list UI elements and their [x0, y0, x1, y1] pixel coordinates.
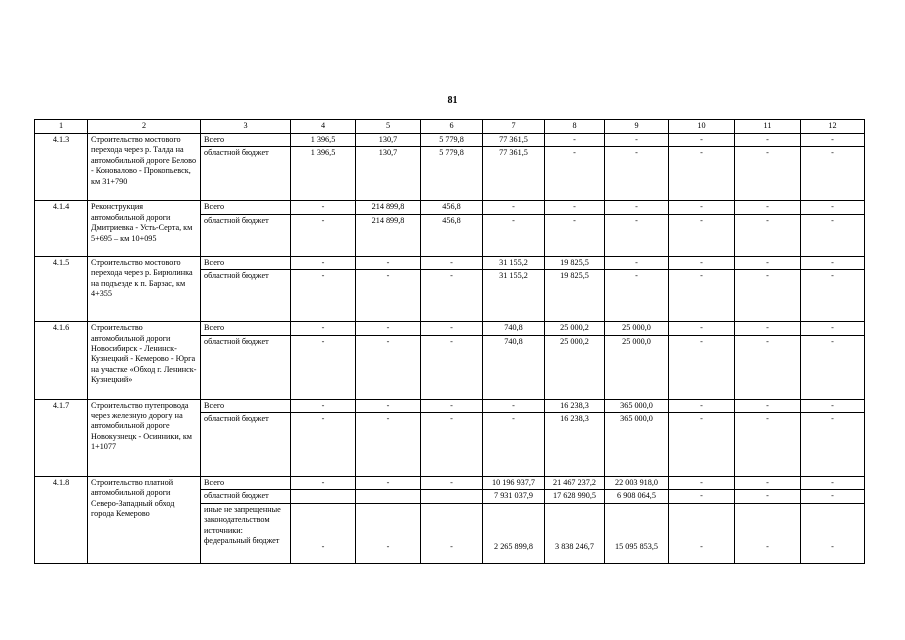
funding-source: областной бюджет: [201, 214, 291, 256]
value-cell: 77 361,5: [483, 147, 545, 201]
value-cell: 214 899,8: [356, 214, 421, 256]
funding-source: Всего: [201, 201, 291, 214]
item-code: 4.1.6: [35, 322, 88, 399]
value-cell: -: [291, 322, 356, 335]
value-cell: -: [801, 147, 865, 201]
value-cell: 5 779,8: [421, 134, 483, 147]
value-cell: -: [801, 214, 865, 256]
value-cell: -: [735, 335, 801, 399]
column-header: 9: [605, 120, 669, 134]
value-cell: -: [356, 335, 421, 399]
value-cell: -: [801, 490, 865, 503]
value-cell: -: [735, 413, 801, 477]
value-cell: 456,8: [421, 201, 483, 214]
value-cell: 365 000,0: [605, 413, 669, 477]
value-cell: 25 000,2: [545, 335, 605, 399]
item-name: Строительство мостового перехода через р. Бирюлинка на подъезде к п. Барзас, км 4+355: [88, 256, 201, 321]
value-cell: -: [801, 413, 865, 477]
value-cell: 77 361,5: [483, 134, 545, 147]
value-cell: -: [669, 147, 735, 201]
value-cell: -: [801, 201, 865, 214]
value-cell: -: [669, 413, 735, 477]
value-cell: -: [669, 322, 735, 335]
value-cell: -: [291, 413, 356, 477]
value-cell: -: [801, 503, 865, 563]
value-cell: 130,7: [356, 147, 421, 201]
value-cell: -: [669, 503, 735, 563]
table-row: [35, 477, 865, 490]
value-cell: -: [735, 147, 801, 201]
value-cell: -: [801, 270, 865, 322]
value-cell: -: [421, 399, 483, 412]
value-cell: -: [356, 477, 421, 490]
value-cell: -: [735, 490, 801, 503]
value-cell: 1 396,5: [291, 134, 356, 147]
table-row: [35, 322, 865, 335]
budget-table: [34, 119, 865, 564]
value-cell: 25 000,2: [545, 322, 605, 335]
column-header: 12: [801, 120, 865, 134]
column-header: 3: [201, 120, 291, 134]
value-cell: 21 467 237,2: [545, 477, 605, 490]
value-cell: 214 899,8: [356, 201, 421, 214]
value-cell: -: [421, 477, 483, 490]
value-cell: 31 155,2: [483, 256, 545, 269]
value-cell: -: [669, 335, 735, 399]
value-cell: -: [801, 477, 865, 490]
value-cell: -: [735, 270, 801, 322]
column-header: 7: [483, 120, 545, 134]
value-cell: -: [291, 256, 356, 269]
value-cell: 130,7: [356, 134, 421, 147]
value-cell: -: [605, 147, 669, 201]
value-cell: 740,8: [483, 322, 545, 335]
value-cell: -: [669, 256, 735, 269]
item-code: 4.1.8: [35, 477, 88, 564]
value-cell: 15 095 853,5: [605, 503, 669, 563]
column-header: 5: [356, 120, 421, 134]
value-cell: -: [801, 256, 865, 269]
value-cell: -: [483, 201, 545, 214]
value-cell: -: [483, 214, 545, 256]
funding-source: областной бюджет: [201, 335, 291, 399]
value-cell: -: [669, 399, 735, 412]
header-row: [35, 120, 865, 134]
value-cell: -: [605, 134, 669, 147]
value-cell: [356, 490, 421, 503]
column-header: 10: [669, 120, 735, 134]
page-number: 81: [447, 95, 458, 106]
value-cell: -: [669, 214, 735, 256]
value-cell: -: [735, 503, 801, 563]
value-cell: -: [291, 503, 356, 563]
item-code: 4.1.5: [35, 256, 88, 321]
value-cell: -: [801, 322, 865, 335]
value-cell: 25 000,0: [605, 335, 669, 399]
column-header: 6: [421, 120, 483, 134]
value-cell: -: [421, 256, 483, 269]
value-cell: -: [605, 270, 669, 322]
value-cell: -: [735, 399, 801, 412]
funding-source: Всего: [201, 134, 291, 147]
item-name: Строительство автомобильной дороги Новосибирск - Ленинск-Кузнецкий - Кемерово - Юрга на участке «Обход г. Ленинск-Кузнецкий»: [88, 322, 201, 399]
value-cell: 2 265 899,8: [483, 503, 545, 563]
table-row: [35, 399, 865, 412]
funding-source: Всего: [201, 399, 291, 412]
value-cell: -: [356, 413, 421, 477]
value-cell: -: [669, 270, 735, 322]
value-cell: -: [291, 270, 356, 322]
value-cell: -: [545, 134, 605, 147]
funding-source: областной бюджет: [201, 490, 291, 503]
value-cell: -: [356, 399, 421, 412]
value-cell: -: [356, 270, 421, 322]
value-cell: -: [669, 477, 735, 490]
table-row: [35, 201, 865, 214]
value-cell: -: [421, 322, 483, 335]
value-cell: 16 238,3: [545, 399, 605, 412]
item-code: 4.1.7: [35, 399, 88, 476]
value-cell: -: [356, 256, 421, 269]
value-cell: -: [291, 477, 356, 490]
value-cell: -: [483, 413, 545, 477]
value-cell: 10 196 937,7: [483, 477, 545, 490]
funding-source: областной бюджет: [201, 147, 291, 201]
item-name: Реконструкция автомобильной дороги Дмитриевка - Усть-Серта, км 5+695 – км 10+095: [88, 201, 201, 256]
value-cell: 456,8: [421, 214, 483, 256]
value-cell: -: [356, 322, 421, 335]
value-cell: -: [605, 201, 669, 214]
value-cell: 1 396,5: [291, 147, 356, 201]
value-cell: -: [669, 490, 735, 503]
column-header: 8: [545, 120, 605, 134]
value-cell: -: [669, 201, 735, 214]
value-cell: -: [291, 201, 356, 214]
value-cell: -: [605, 214, 669, 256]
value-cell: 19 825,5: [545, 256, 605, 269]
value-cell: 5 779,8: [421, 147, 483, 201]
item-code: 4.1.3: [35, 134, 88, 201]
table-row: [35, 134, 865, 147]
value-cell: -: [421, 270, 483, 322]
value-cell: [291, 490, 356, 503]
value-cell: 31 155,2: [483, 270, 545, 322]
value-cell: 7 931 037,9: [483, 490, 545, 503]
value-cell: 3 838 246,7: [545, 503, 605, 563]
value-cell: 17 628 990,5: [545, 490, 605, 503]
column-header: 11: [735, 120, 801, 134]
item-code: 4.1.4: [35, 201, 88, 256]
value-cell: 6 908 064,5: [605, 490, 669, 503]
column-header: 4: [291, 120, 356, 134]
value-cell: -: [545, 214, 605, 256]
value-cell: -: [421, 503, 483, 563]
funding-source: областной бюджет: [201, 413, 291, 477]
funding-source: Всего: [201, 322, 291, 335]
value-cell: -: [801, 335, 865, 399]
funding-source: Всего: [201, 256, 291, 269]
value-cell: -: [801, 399, 865, 412]
value-cell: -: [801, 134, 865, 147]
value-cell: -: [735, 477, 801, 490]
value-cell: 19 825,5: [545, 270, 605, 322]
value-cell: -: [735, 134, 801, 147]
value-cell: -: [291, 214, 356, 256]
value-cell: -: [545, 147, 605, 201]
value-cell: 16 238,3: [545, 413, 605, 477]
value-cell: -: [356, 503, 421, 563]
value-cell: -: [291, 335, 356, 399]
item-name: Строительство мостового перехода через р. Талда на автомобильной дороге Белово - Коновалово - Прокопьевск, км 31+790: [88, 134, 201, 201]
item-name: Строительство платной автомобильной дороги Северо-Западный обход города Кемерово: [88, 477, 201, 564]
funding-source: Всего: [201, 477, 291, 490]
funding-source: иные не запрещенные законодательством источники: федеральный бюджет: [201, 503, 291, 563]
column-header: 1: [35, 120, 88, 134]
value-cell: -: [669, 134, 735, 147]
value-cell: 365 000,0: [605, 399, 669, 412]
table-row: [35, 256, 865, 269]
value-cell: -: [735, 322, 801, 335]
column-header: 2: [88, 120, 201, 134]
value-cell: [421, 490, 483, 503]
value-cell: -: [735, 214, 801, 256]
value-cell: -: [291, 399, 356, 412]
value-cell: -: [483, 399, 545, 412]
value-cell: -: [735, 256, 801, 269]
value-cell: 22 003 918,0: [605, 477, 669, 490]
item-name: Строительство путепровода через железную дорогу на автомобильной дороге Новокузнецк - Осинники, км 1+1077: [88, 399, 201, 476]
value-cell: -: [545, 201, 605, 214]
value-cell: -: [421, 413, 483, 477]
value-cell: -: [605, 256, 669, 269]
value-cell: -: [421, 335, 483, 399]
value-cell: 740,8: [483, 335, 545, 399]
value-cell: 25 000,0: [605, 322, 669, 335]
value-cell: -: [735, 201, 801, 214]
funding-source: областной бюджет: [201, 270, 291, 322]
